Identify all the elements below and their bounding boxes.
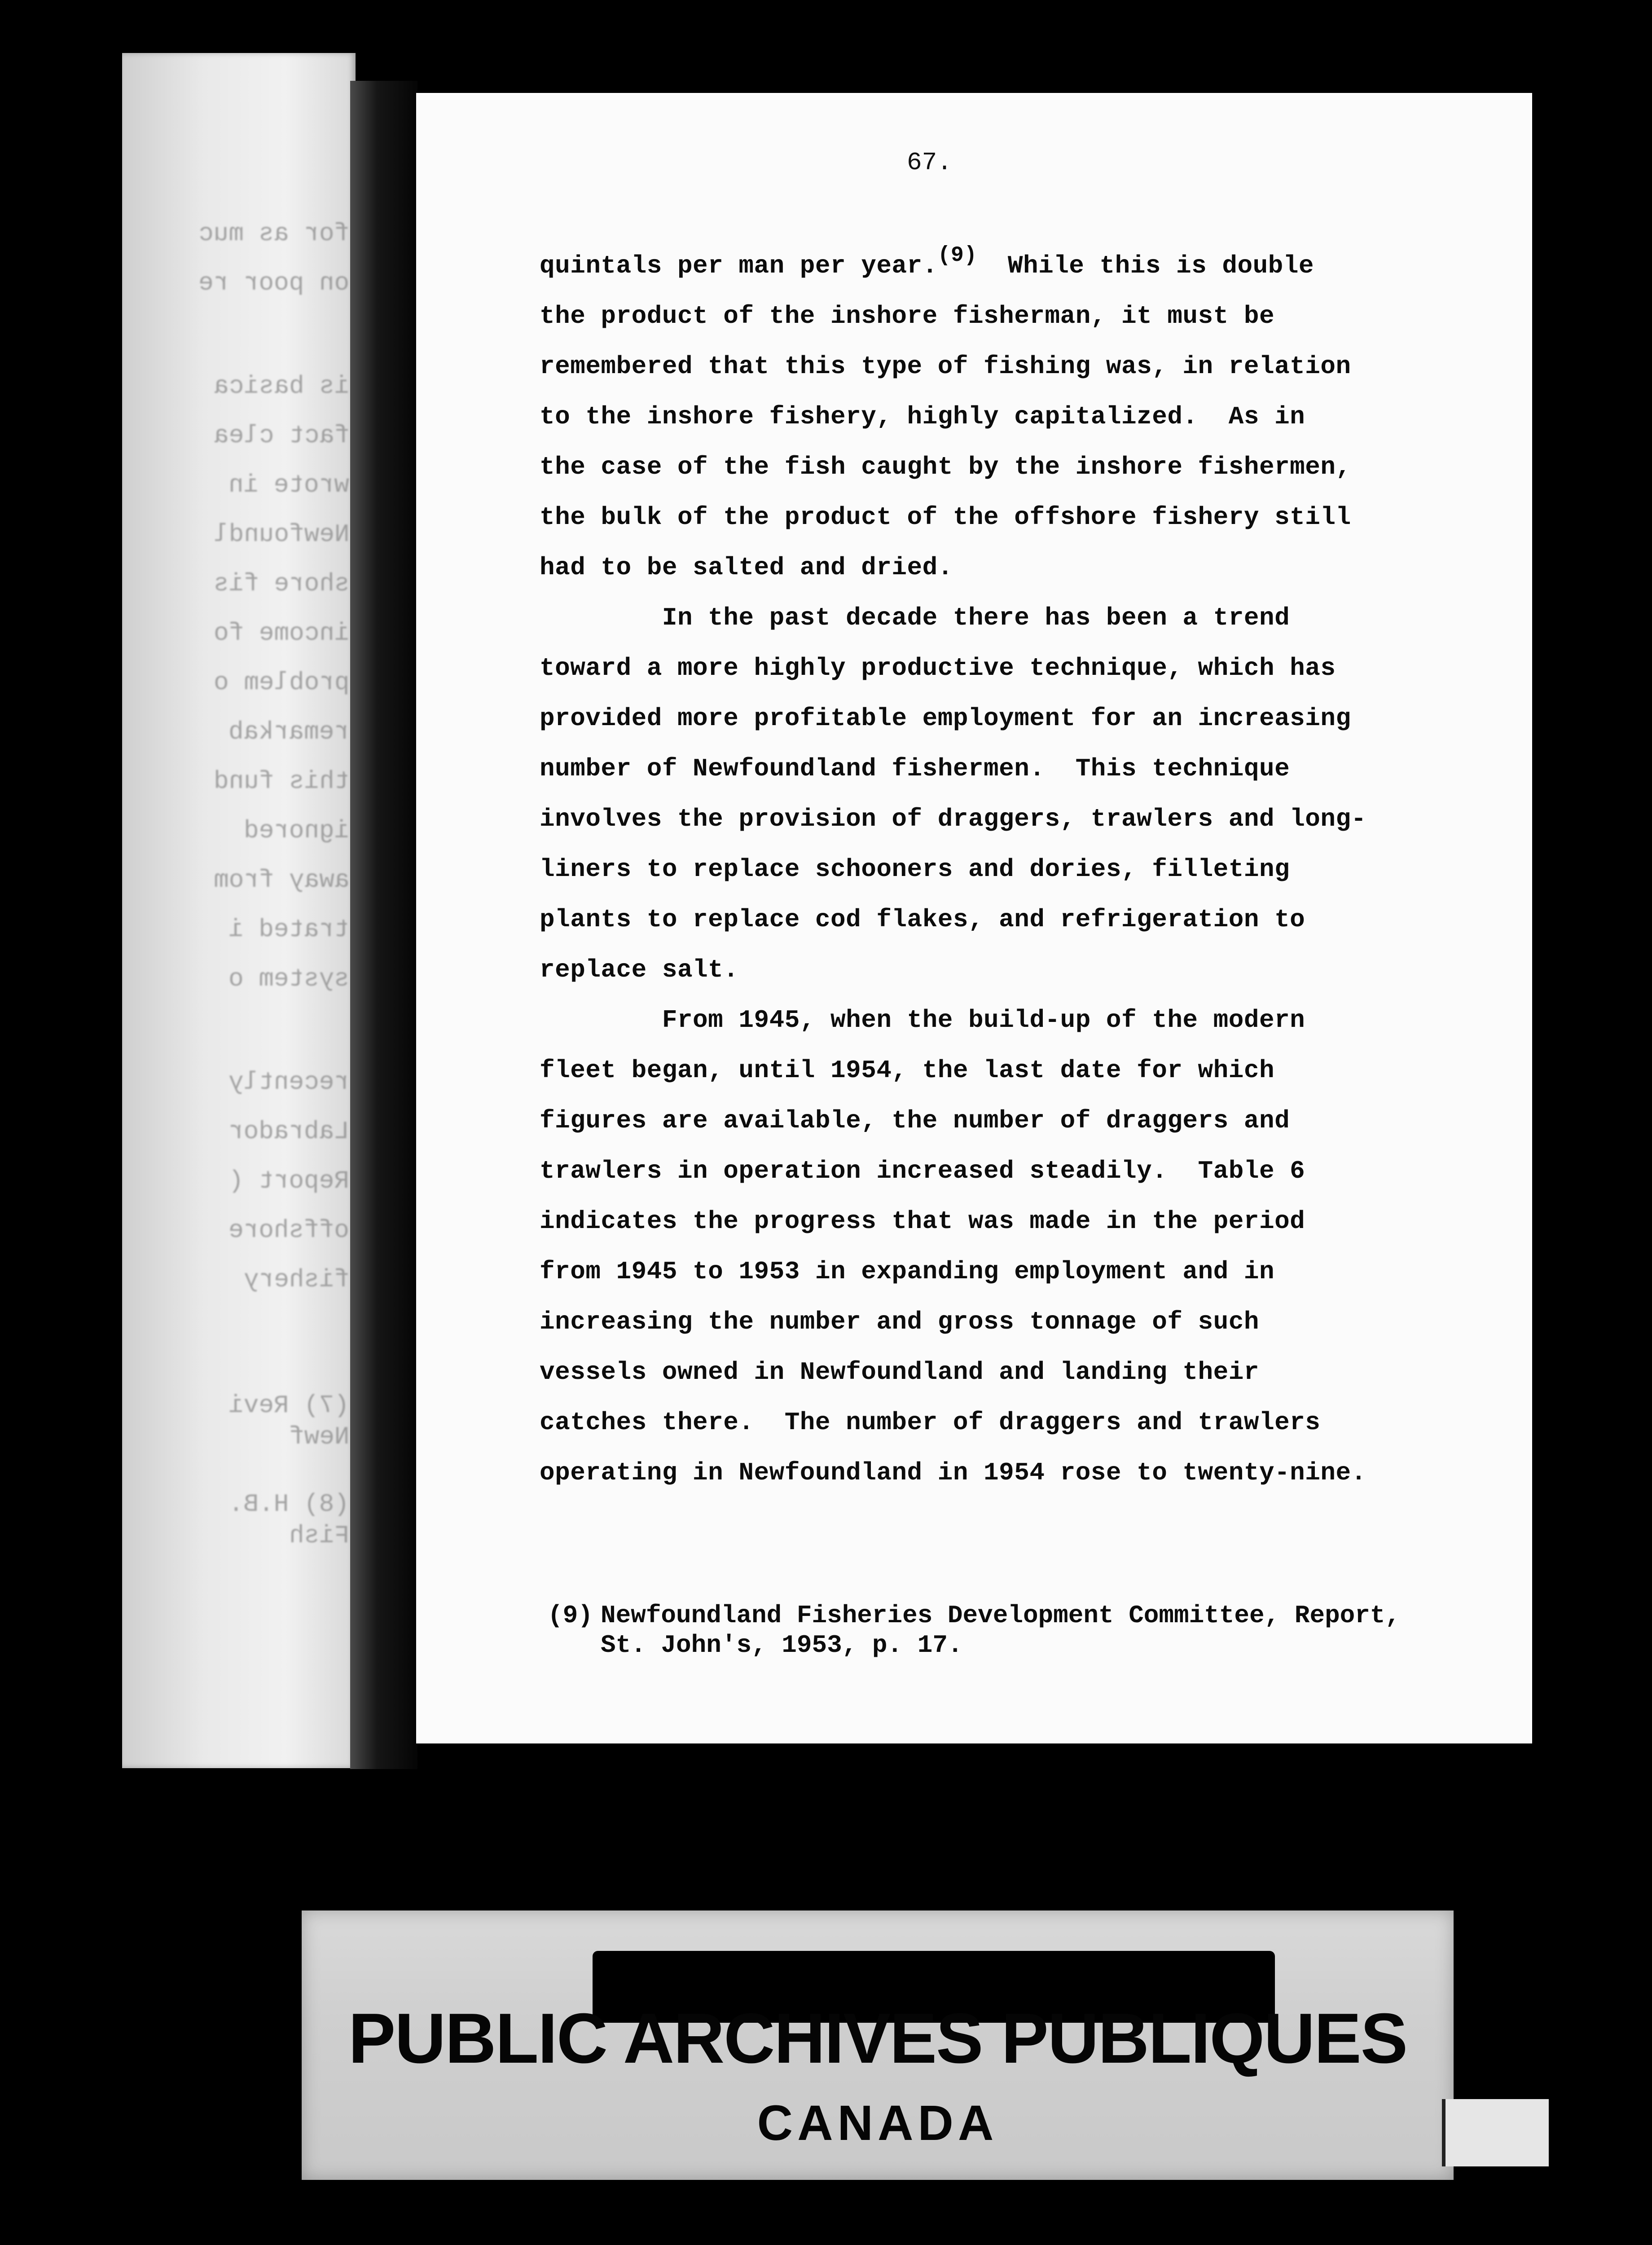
left-page-fragment: offshore	[228, 1216, 349, 1245]
body-line-text: the case of the fish caught by the inshore fishermen,	[540, 453, 1351, 481]
left-page-fragment: this fund	[213, 767, 349, 796]
body-text	[540, 241, 1505, 1498]
left-page-fragment: on poor re	[198, 269, 349, 297]
body-line-text: fleet began, until 1954, the last date for which	[540, 1056, 1275, 1085]
footnote-reference: (9)	[937, 243, 977, 268]
footnote-text	[601, 1601, 1400, 1660]
left-page-fragment: Newfoundl	[213, 520, 349, 549]
body-line-text: the bulk of the product of the offshore fishery still	[540, 503, 1351, 532]
body-line	[540, 341, 1505, 392]
left-page-fragment: is basica	[213, 372, 349, 401]
body-line-text: involves the provision of draggers, trawlers and long-	[540, 805, 1366, 833]
body-line-text: trawlers in operation increased steadily. Table 6	[540, 1157, 1305, 1185]
body-line	[540, 492, 1505, 542]
archives-title: PUBLIC ARCHIVES PUBLIQUES	[348, 1999, 1407, 2078]
left-page-fragment: Fish	[289, 1521, 349, 1550]
archives-country: CANADA	[757, 2095, 998, 2151]
body-line-text: to the inshore fishery, highly capitalized. As in	[540, 402, 1305, 431]
body-line	[540, 744, 1505, 794]
left-page-fragment: Report (	[228, 1167, 349, 1195]
body-line	[540, 1096, 1505, 1146]
archives-stamp	[302, 1910, 1454, 2180]
body-line-text: plants to replace cod flakes, and refrigeration to	[540, 905, 1305, 934]
body-line-text: From 1945, when the build-up of the modern	[540, 1006, 1305, 1034]
body-line	[540, 1347, 1505, 1397]
left-page-fragment: Labrador	[228, 1117, 349, 1146]
body-line	[540, 1397, 1505, 1448]
body-line-text: had to be salted and dried.	[540, 553, 953, 582]
left-page-fragment: fishery	[243, 1265, 349, 1294]
left-page-fragment: fact clea	[213, 421, 349, 450]
body-line	[540, 643, 1505, 693]
body-line-text: replace salt.	[540, 955, 739, 984]
body-line	[540, 1196, 1505, 1246]
body-line	[540, 1246, 1505, 1297]
body-line-text: quintals per man per year.	[540, 251, 938, 280]
body-line	[540, 693, 1505, 744]
body-line-continuation: While this is double	[977, 251, 1314, 280]
left-page-fragment: shore fis	[213, 569, 349, 598]
body-line-text: increasing the number and gross tonnage of such	[540, 1307, 1259, 1336]
body-line	[540, 392, 1505, 442]
body-line	[540, 593, 1505, 643]
body-line	[540, 894, 1505, 945]
page-gutter	[350, 81, 417, 1769]
left-page-fragment: system o	[228, 964, 349, 993]
body-line	[540, 1448, 1505, 1498]
left-page-fragment: trated i	[228, 915, 349, 944]
body-line-text: indicates the progress that was made in the period	[540, 1207, 1305, 1236]
body-line	[540, 442, 1505, 492]
document-page	[417, 94, 1531, 1742]
body-line	[540, 291, 1505, 341]
footnote-line-2: St. John's, 1953, p. 17.	[601, 1631, 963, 1660]
body-line-text: number of Newfoundland fishermen. This technique	[540, 754, 1290, 783]
left-page-fragment: (7) Revi	[228, 1391, 349, 1420]
body-line-text: operating in Newfoundland in 1954 rose to twenty-nine.	[540, 1458, 1366, 1487]
body-line-text: remembered that this type of fishing was, in relation	[540, 352, 1351, 381]
left-page-fragment: recently	[228, 1068, 349, 1096]
body-line	[540, 945, 1505, 995]
left-page-fragment: wrote in	[228, 471, 349, 499]
body-line-text: provided more profitable employment for an increasing	[540, 704, 1351, 733]
body-line	[540, 542, 1505, 593]
body-line-text: the product of the inshore fisherman, it must be	[540, 302, 1275, 330]
left-facing-page	[122, 53, 356, 1768]
left-page-fragment: Newf	[289, 1422, 349, 1451]
body-line	[540, 1146, 1505, 1196]
left-page-fragment: for as muc	[198, 219, 349, 248]
body-line	[540, 1297, 1505, 1347]
body-line	[540, 995, 1505, 1045]
body-line	[540, 794, 1505, 844]
left-page-fragment: ignored	[243, 816, 349, 845]
body-line	[540, 1045, 1505, 1096]
body-line-text: liners to replace schooners and dories, filleting	[540, 855, 1290, 884]
left-page-fragment: remarkab	[228, 718, 349, 746]
body-line-text: In the past decade there has been a trend	[540, 603, 1290, 632]
body-line-text: from 1945 to 1953 in expanding employment and in	[540, 1257, 1275, 1286]
body-line-text: toward a more highly productive technique, which has	[540, 654, 1336, 682]
body-line	[540, 241, 1505, 291]
stamp-tab	[1442, 2099, 1549, 2166]
left-page-fragment: problem o	[213, 668, 349, 697]
left-page-fragment: away from	[213, 866, 349, 894]
footnote-line-1: Newfoundland Fisheries Development Committee, Report,	[601, 1601, 1401, 1630]
body-line-text: catches there. The number of draggers and trawlers	[540, 1408, 1321, 1437]
page-number: 67.	[907, 148, 952, 177]
left-page-fragment: income fo	[213, 619, 349, 647]
left-page-fragment: (8) H.B.	[228, 1490, 349, 1519]
body-line-text: figures are available, the number of draggers and	[540, 1106, 1290, 1135]
footnote-mark: (9)	[548, 1601, 593, 1630]
body-line-text: vessels owned in Newfoundland and landing their	[540, 1358, 1259, 1387]
body-line	[540, 844, 1505, 894]
